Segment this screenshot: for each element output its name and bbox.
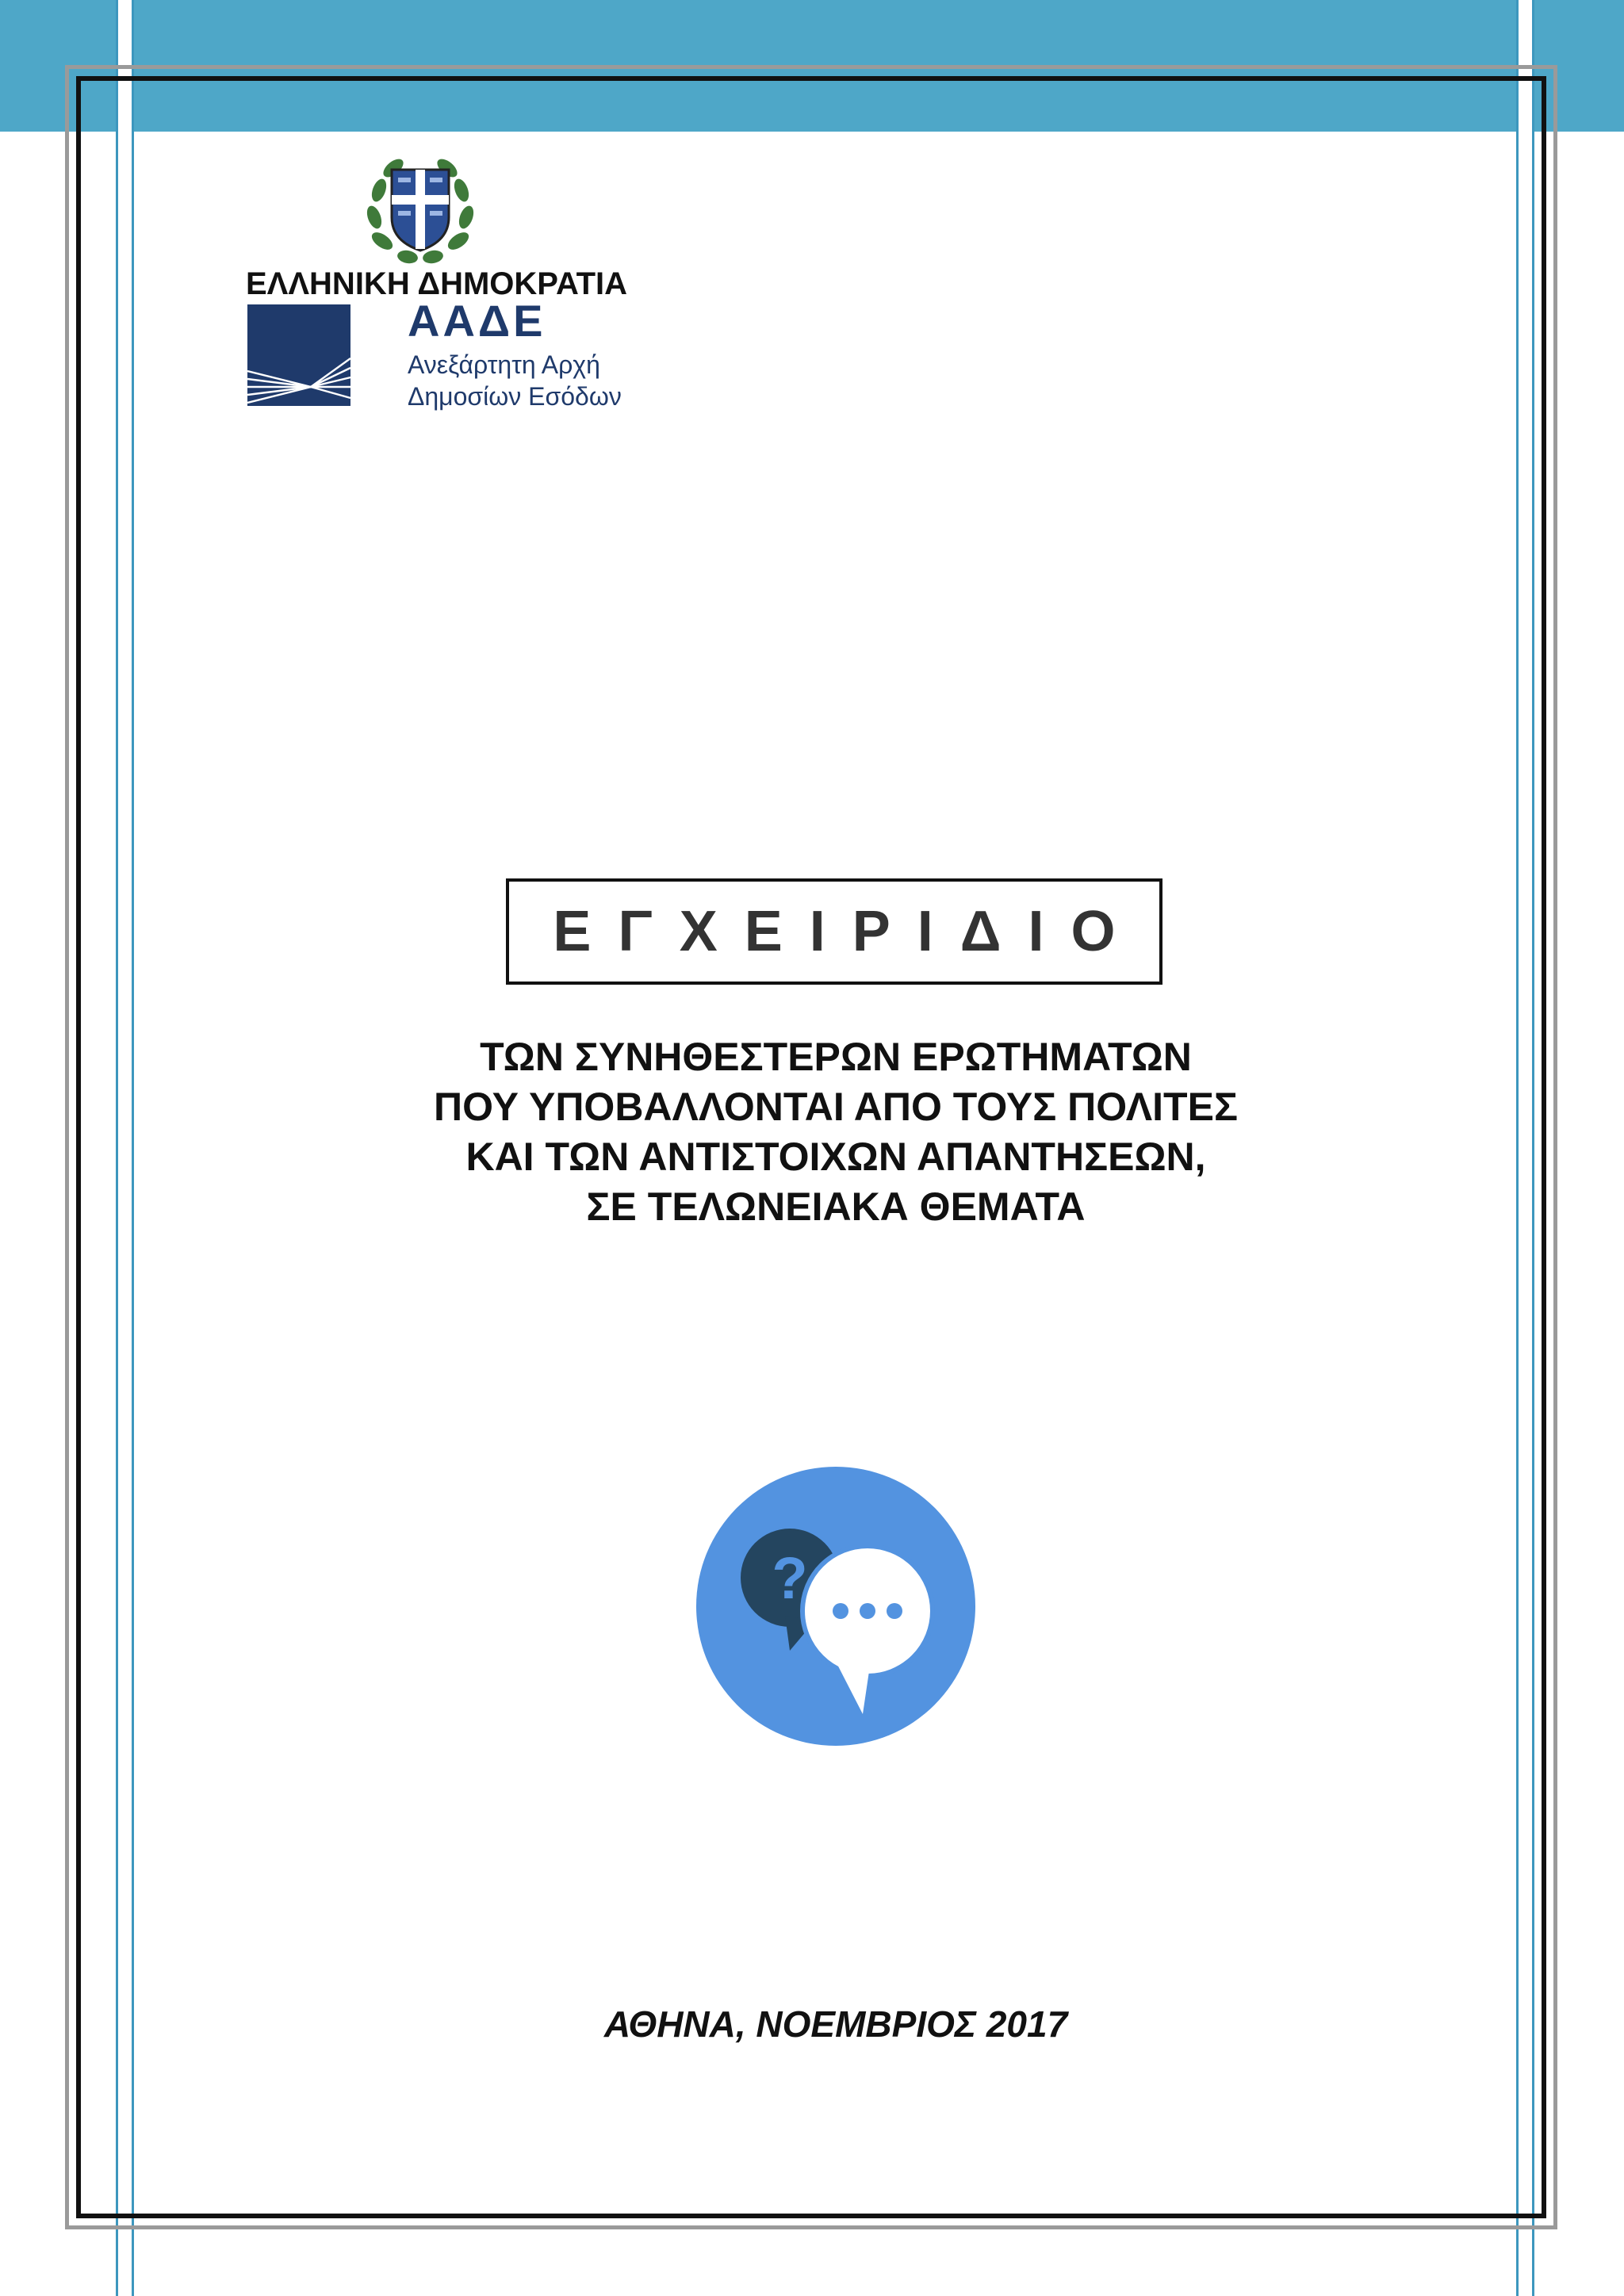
document-title: ΕΓΧΕΙΡΙΔΙΟ — [553, 900, 1143, 963]
document-subtitle — [0, 1032, 1624, 1232]
greek-coat-of-arms-icon — [358, 144, 482, 268]
agency-full-line-2: Δημοσίων Εσόδων — [408, 382, 622, 411]
subtitle-line: ΤΩΝ ΣΥΝΗΘΕΣΤΕΡΩΝ ΕΡΩΤΗΜΑΤΩΝ — [480, 1035, 1192, 1079]
agency-full-line-1: Ανεξάρτητη Αρχή — [408, 350, 600, 379]
subtitle-line: ΚΑΙ ΤΩΝ ΑΝΤΙΣΤΟΙΧΩΝ ΑΠΑΝΤΗΣΕΩΝ, — [465, 1135, 1206, 1179]
chat-question-icon — [696, 1467, 975, 1746]
title-box — [506, 878, 1162, 985]
aade-logo-icon — [247, 304, 350, 406]
place-and-date: ΑΘΗΝΑ, ΝΟΕΜΒΡΙΟΣ 2017 — [603, 2003, 1068, 2045]
agency-full-name — [408, 349, 622, 412]
state-name: ΕΛΛΗΝΙΚΗ ΔΗΜΟΚΡΑΤΙΑ — [246, 266, 627, 301]
subtitle-line: ΣΕ ΤΕΛΩΝΕΙΑΚΑ ΘΕΜΑΤΑ — [586, 1184, 1086, 1229]
question-mark-icon: ? — [772, 1545, 808, 1611]
agency-acronym: ΑΑΔΕ — [408, 296, 546, 346]
subtitle-line: ΠΟΥ ΥΠΟΒΑΛΛΟΝΤΑΙ ΑΠΟ ΤΟΥΣ ΠΟΛΙΤΕΣ — [434, 1085, 1238, 1129]
